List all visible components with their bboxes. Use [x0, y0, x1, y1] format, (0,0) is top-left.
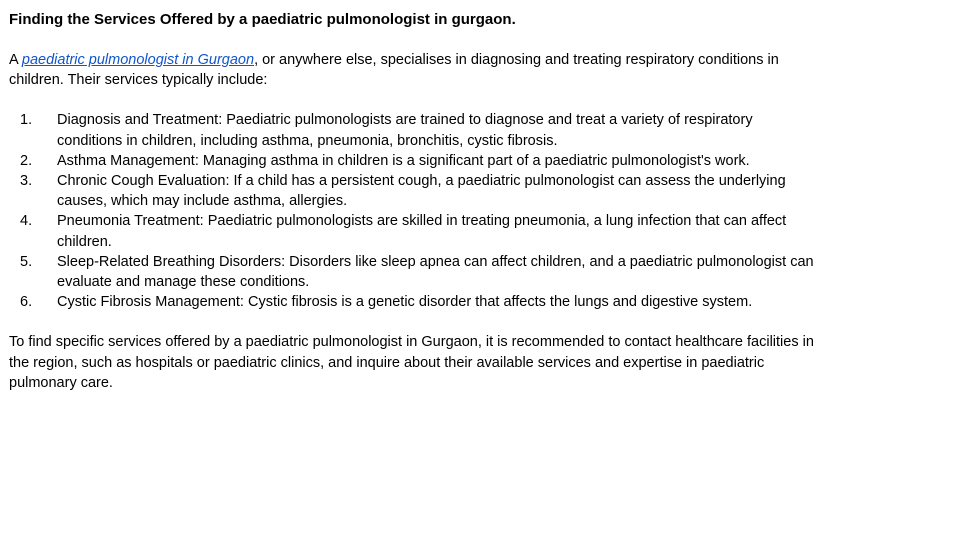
list-item-text: Diagnosis and Treatment: Paediatric pulmonologists are trained to diagnose and treat a variety of respiratory conditions in children, including asthma, pneumonia, bronchitis, cystic fibrosis. [57, 112, 753, 149]
list-item-number: 2. [20, 152, 33, 169]
list-item-number: 4. [20, 213, 33, 230]
list-item [9, 211, 819, 251]
closing-paragraph: To find specific services offered by a paediatric pulmonologist in Gurgaon, it is recommended to contact healthcare facilities in the region, such as hospitals or paediatric clinics, and inquire about their available services and expertise in paediatric pulmonary care. [9, 334, 814, 391]
list-item [9, 292, 819, 312]
services-list [9, 110, 819, 312]
list-item-number: 3. [20, 173, 33, 190]
list-item-number: 6. [20, 294, 33, 311]
list-item-text: Sleep-Related Breathing Disorders: Disorders like sleep apnea can affect children, and a paediatric pulmonologist can evaluate and manage these conditions. [57, 253, 814, 291]
list-item [9, 252, 819, 292]
pulmonologist-gurgaon-link[interactable]: paediatric pulmonologist in Gurgaon [21, 52, 255, 68]
list-item-text: Cystic Fibrosis Management: Cystic fibrosis is a genetic disorder that affects the lungs and digestive system. [57, 294, 753, 311]
list-item [9, 110, 819, 150]
list-item-text: Chronic Cough Evaluation: If a child has a persistent cough, a paediatric pulmonologist can assess the underlying causes, which may include asthma, allergies. [57, 173, 786, 210]
list-item [9, 151, 819, 171]
list-item-text: Asthma Management: Managing asthma in children is a significant part of a paediatric pulmonologist's work. [57, 152, 750, 169]
intro-suffix: , or anywhere else, specialises in diagnosing and treating respiratory conditions in children. Their services typically include: [9, 52, 779, 89]
list-item-text: Pneumonia Treatment: Paediatric pulmonologists are skilled in treating pneumonia, a lung infection that can affect children. [57, 213, 787, 250]
list-item [9, 171, 819, 211]
document-title: Finding the Services Offered by a paediatric pulmonologist in gurgaon. [9, 11, 516, 28]
intro-prefix: A [9, 52, 22, 68]
document-page [9, 10, 819, 393]
list-item-number: 5. [20, 253, 33, 270]
list-item-number: 1. [20, 112, 33, 129]
intro-paragraph [9, 50, 819, 90]
